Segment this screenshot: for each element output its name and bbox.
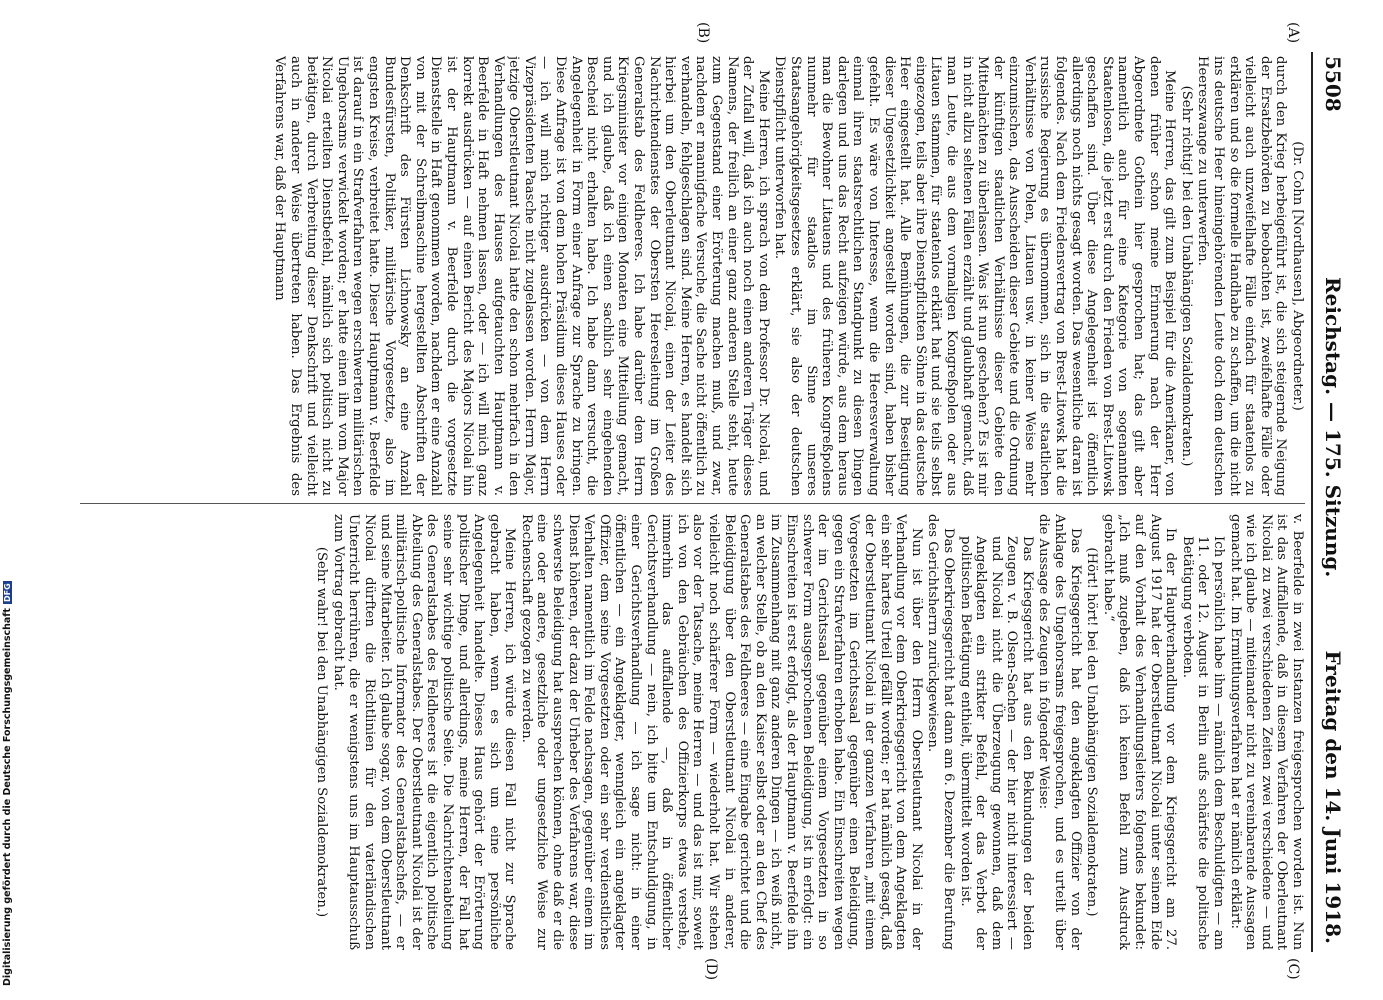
credit-text: Digitalisierung gefördert durch die Deutsche Forschungsgemeinschaft	[2, 608, 13, 986]
interjection: (Sehr richtig! bei den Unabhängigen Sozialdemokraten.)	[1178, 85, 1194, 467]
paragraph: Meine Herren, das gilt zum Beispiel für die Amerikaner, von denen früher schon meine Erinnerung nach der Herr Abgeordnete Gothein hier gesprochen hat; das gilt aber namentlich auch für eine Kategorie von sogenannten Staatenlosen, die jetzt erst durch den Frieden von Brest-Litowsk geschaffen sind. Über diese Angelegenheit ist öffentlich allerdings noch nichts gesagt worden. Das wesentliche daran ist folgendes. Nach dem Friedensvertrag von Brest-Litowsk hat die russische Regierung es übernommen, sich in die staatlichen Verhältnisse von Polen, Litauen usw. in keiner Weise mehr einzumischen, das Ausscheiden dieser Gebiete und die Ordnung der künftigen staatlichen Verhältnisse dieser Gebiete den Mittelmächten zu überlassen. Was ist nun geschehen? Es ist mir in nicht allzu seltenen Fällen erzählt und glaubhaft gemacht, daß man Leute, die aus dem vormaligen Kongreßpolen oder aus Litauen stammen, für staatenlos erklärt hat und sie teils selbst eingezogen, teils aber ihre Dienstpflichten Söhne in das deutsche Heer eingestellt hat. Alle Bemühungen, die zur Beseitigung dieser Ungesetzlichkeit angestellt worden sind, haben bisher gefehlt. Es wäre von Interesse, wenn die Heeresverwaltung einmal ihren staatsrechtlichen Standpunkt zu diesen Dingen darlegen und uns das Recht aufzeigen würde, aus dem heraus man die Bewohner Litauens und des früheren Kongreßpolens nunmehr für staatlos im Sinne unseres Staatsangehörigkeitsgesetzes erklärt, sie also der deutschen Dienstpflicht unterworfen hat.	[772, 56, 1178, 496]
session-date: Freitag den 14. Juni 1918.	[1321, 650, 1345, 944]
paragraph: durch den Krieg herbeigeführt ist, die sich steigernde Neigung der Ersatzbehörden zu beobachten ist, zweifelhafte Fälle oder vielleicht auch unzweifelhafte Fälle einfach für staatenlos zu erklären und so die formelle Handhabe zu schaffen, um die nicht ins deutsche Heer hineingehörenden Leute doch dem deutschen Heereszwange zu unterwerfen.	[1195, 56, 1289, 496]
left-text-column	[75, 56, 1305, 496]
header-rule	[1311, 52, 1313, 952]
quotation: Das Kriegsgericht hat aus den Bekundungen der beiden Zeugen v. B. Olsen-Sachen — der hier nicht interessiert — und Nicolai nicht die Überzeugung gewonnen, daß dem Angeklagten ein strikter Befehl, der das Verbot der politischen Betätigung enthielt, übermittelt worden ist.	[957, 536, 1035, 950]
right-text-column	[75, 514, 1305, 950]
paragraph: Meine Herren, ich sprach von dem Professor Dr. Nicolai, und der Zufall will, daß ich auch noch einen anderen Träger dieses Namens, der freilich an einer ganz anderen Stelle steht, heute zum Gegenstand einer Erörterung machen muß, und zwar, nachdem er mannigfache Versuche, die Sache nicht öffentlich zu verhandeln, fehlgeschlagen sind. Meine Herren, es handelt sich hierbei um den Oberleutnant Nicolai, einen der Leiter des Nachrichtendienstes der Obersten Heeresleitung im Großen Generalstab des Feldheeres. Ich habe darüber dem Herrn Kriegsminister vor einigen Monaten eine Mitteilung gemacht, und ich glaube, daß ich einen sachlich sehr eingehenden Bescheid nicht erhalten habe. Ich habe dann versucht, die Angelegenheit in Form einer Anfrage zur Sprache zu bringen. Diese Anfrage ist von dem hohen Präsidium dieses Hauses oder — ich will mich richtiger ausdrücken — von dem Herrn Vizepräsidenten Paasche nicht zugelassen worden. Herrn Major, jetzige Oberstleutnant Nicolai hatte den schon mehrfach in den Verhandlungen des Hauses aufgetauchten Hauptmann v. Beerfelde in Haft nehmen lassen, oder — ich will mich ganz korrekt ausdrücken — auf einen Bericht des Majors Nicolai hin ist der Hauptmann v. Beerfelde durch die vorgesetzte Dienststelle in Haft genommen worden, nachdem er eine Anzahl von mit der Schreibmaschine hergestellten Abschriften der Denkschrift des Fürsten Lichnowsky an eine Anzahl Bundesfürsten, Politiker, militärische Vorgesetzte, also im engsten Kreise, verbreitet hatte. Dieser Hauptmann v. Beerfelde ist darauf in ein Strafverfahren wegen erschwerten militärischen Ungehorsams verwickelt worden; er hatte einen ihm vom Major Nicolai erteilten Dienstbefehl, nämlich sich politisch nicht zu betätigen, durch Verbreitung dieser Denkschrift und vielleicht auch in anderer Weise übertreten haben. Das Ergebnis des Verfahrens war, daß der Hauptmann	[272, 56, 771, 496]
speaker-line: (Dr. Cohn [Nordhausen], Abgeordneter.)	[1290, 141, 1305, 411]
digitization-credit	[2, 583, 16, 986]
paragraph: v. Beerfelde in zwei Instanzen freigesprochen worden ist. Nun ist das Auffallende, daß in diesem Verfahren der Oberleutnant Nicolai zu zwei verschiedenen Zeiten zwei verschiedene — und wie ich glaube — miteinander nicht zu vereinbarende Aussagen gemacht hat. Im Ermittlungsverfahren hat er nämlich erklärt:	[1227, 514, 1305, 950]
interjection: (Sehr wahr! bei den Unabhängigen Sozialdemokraten.)	[314, 546, 330, 918]
rotated-document-page	[65, 22, 1345, 981]
dfg-logo: DFG	[3, 583, 12, 603]
margin-marker-c: (C)	[1285, 958, 1301, 980]
paragraph: Meine Herren, ich würde diesen Fall nicht zur Sprache gebracht haben, wenn es sich um eine persönliche Angelegenheit handelte. Dieses Haus gehört der Erörterung politischer Dinge, und allerdings, meine Herren, der Fall hat seine sehr wichtige politische Seite. Die Nachrichtenabteilung des Generalstabes des Feldheeres ist die eigentlich politische Abteilung des Generalstabes. Der Oberstleutnant Nicolai ist der militärisch-politische Informator des Generalstabschefs, — er und seine Mitarbeiter. Ich glaube sogar, von dem Oberstleutnant Nicolai dürften die Richtlinien für den vaterländischen Unterricht herrühren, die er wenigstens uns im Hauptausschuß zum Vortrag gebracht hat.	[330, 514, 518, 950]
paragraph: Das Kriegsgericht hat den angeklagten Offizier von der Anklage des Ungehorsams freigesprochen, und es urteilt über die Aussage des Zeugen in folgender Weise:	[1036, 514, 1083, 950]
quotation: Ich persönlich habe ihm — nämlich dem Beschuldigten — am 11. oder 12. August in Berlin aufs schärfste die politische Betätigung verboten.	[1179, 536, 1227, 950]
page-header	[1315, 52, 1345, 952]
session-title: Reichstag. — 175. Sitzung.	[1321, 277, 1345, 578]
interjection: (Hört! hört! bei den Unabhängigen Sozialdemokraten.)	[1084, 547, 1100, 917]
margin-marker-b: (B)	[695, 22, 711, 44]
margin-marker-a: (A)	[1285, 22, 1301, 44]
margin-marker-d: (D)	[703, 958, 719, 981]
paragraph: Nun ist über den Herrn Oberstleutnant Nicolai in der Verhandlung vor dem Oberkriegsgericht von dem Angeklagten ein sehr hartes Urteil gefällt worden; er hat nämlich gesagt, daß der Oberstleutnant Nicolai in der ganzen Verfahren „mit einem Vorgesetzten im Gerichtssaal gegenüber einen Beleidigung, gegen ein Strafverfahren erhoben habe. Ein Einschreiten wegen der im Gerichtssaal gegenüber einem Vorgesetzten in so schwerer Form ausgesprochenen Beleidigung, ist in erfolgt: ein Einschreiten ist erst erfolgt, als der Hauptmann v. Beerfelde ihn im Zusammenhang mit ganz anderen Dingen — ich weiß nicht, an welcher Stelle, ob an den Kaiser selbst oder an den Chef des Generalstabes des Feldheeres — eine Eingabe gerichtet und die Beleidigung über den Oberstleutnant Nicolai in anderer, vielleicht noch schärferer Form — wiederholt hat. Wir stehen also vor der Tatsache, meine Herren — und das ist mir, soweit ich von den Gebräuchen des Offizierkorps etwas verstehe, immerhin das auffallende —, daß in öffentlicher Gerichtsverhandlung — nein, ich bitte um Entschuldigung, in einer Gerichtsverhandlung — ich sage nicht: in einer öffentlichen — ein Angeklagter, wenngleich ein angeklagter Offizier, dem seine Vorgesetzten oder ein sehr verdienstliches Verhalten namentlich im Felde nachsagen, gegenüber einem im Dienst höheren, der dazu der Urheber des Verfahrens war, diese schwerste Beleidigung hat aussprechen können, ohne daß er die eine oder andere, gesetzliche oder ungesetzliche Weise zur Rechenschaft gezogen zu werden.	[518, 514, 924, 950]
paragraph: Das Oberkriegsgericht hat dann am 6. Dezember die Berufung des Gerichtsherrn zurückgewiesen.	[925, 514, 956, 950]
paragraph: In der Hauptverhandlung vor dem Kriegsgericht am 27. August 1917 hat der Oberstleutnant Nicolai unter seinem Eide auf den Vorhalt des Verhandlungsleiters folgendes bekundet: „Ich muß zugeben, daß ich keinen Befehl zum Ausdruck gebracht habe.“	[1100, 514, 1179, 950]
column-divider	[80, 503, 1305, 504]
page-number: 5508	[1321, 56, 1345, 112]
